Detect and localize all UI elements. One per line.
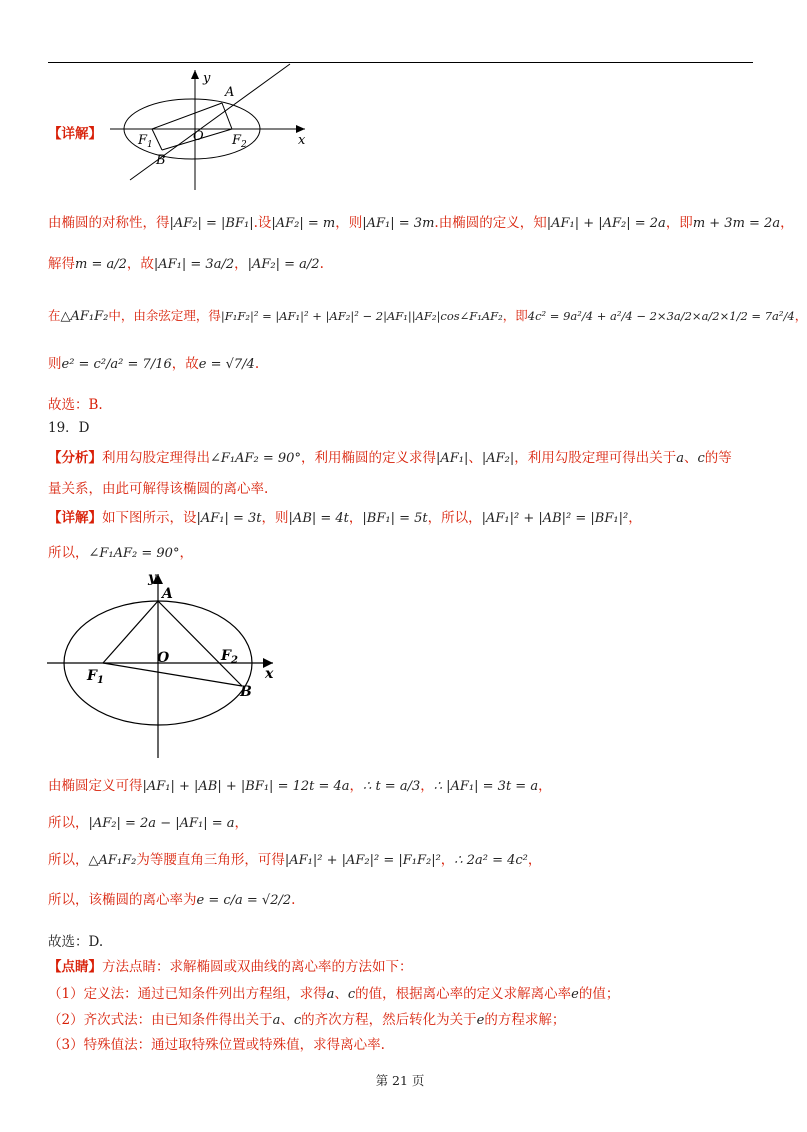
label-B-2: B — [240, 684, 252, 700]
label-x-2: x — [265, 666, 274, 682]
line-AB-2 — [158, 601, 242, 686]
label-O-2: O — [157, 650, 170, 666]
label-A-2: A — [162, 586, 173, 602]
line-11: 由椭圆定义可得|AF₁| + |AB| + |BF₁| = 12t = 4a，∴ t = a/3，∴ |AF₁| = 3t = a， — [48, 778, 552, 794]
line-F1B-2 — [103, 663, 242, 686]
figure-ellipse-2 — [45, 568, 285, 760]
label-O-1: O — [193, 129, 204, 144]
label-F1-2: $F_1$ — [87, 668, 104, 686]
label-F2-2: $F_2$ — [221, 648, 238, 666]
method-1: （1）定义法：通过已知条件列出方程组，求得a、c的值，根据离心率的定义求解离心率e的值； — [48, 986, 620, 1002]
detail-tag-1: 【详解】 — [48, 126, 102, 142]
figure-ellipse-1 — [100, 62, 330, 192]
line-10: 所以，∠F₁AF₂ = 90°， — [48, 545, 193, 561]
page-footer: 第 21 页 — [375, 1073, 425, 1088]
line-12: 所以，|AF₂| = 2a − |AF₁| = a， — [48, 815, 249, 831]
line-13: 所以，△AF₁F₂为等腰直角三角形，可得|AF₁|² + |AF₂|² = |F₁F₂|²，∴ 2a² = 4c²， — [48, 852, 542, 868]
line-5: 故选：B. — [48, 397, 103, 413]
analysis-line-2: 量关系，由此可解得该椭圆的离心率. — [48, 481, 269, 497]
label-B-1: B — [156, 153, 166, 168]
line-2: 解得m = a/2，故|AF₁| = 3a/2，|AF₂| = a/2. — [48, 256, 324, 272]
method-2: （2）齐次式法：由已知条件得出关于a、c的齐次方程，然后转化为关于e的方程求解； — [48, 1012, 566, 1028]
line-3: 在△AF₁F₂中，由余弦定理，得|F₁F₂|² = |AF₁|² + |AF₂|² − 2|AF₁||AF₂|cos∠F₁AF₂，即4c² = 9a²/4 + a²/4 − 2×3a/2×a/2×1/2 = 7a²/4， — [48, 308, 807, 324]
label-F1-1: $F_1$ — [138, 133, 153, 150]
line-15: 故选：D. — [48, 934, 104, 950]
detail-line-19: 【详解】如下图所示，设|AF₁| = 3t，则|AB| = 4t，|BF₁| = 5t，所以，|AF₁|² + |AB|² = |BF₁|²， — [48, 510, 642, 526]
method-3: （3）特殊值法：通过取特殊位置或特殊值，求得离心率. — [48, 1037, 385, 1053]
analysis-line: 【分析】利用勾股定理得出∠F₁AF₂ = 90°，利用椭圆的定义求得|AF₁|、|AF₂|，利用勾股定理可得出关于a、c的等 — [48, 450, 732, 466]
question-number-19: 19．D — [48, 420, 90, 436]
line-1: 由椭圆的对称性，得|AF₂| = |BF₁|.设|AF₂| = m，则|AF₁| = 3m.由椭圆的定义，知|AF₁| + |AF₂| = 2a，即m + 3m = 2a， — [48, 215, 794, 231]
label-y-2: y — [148, 570, 157, 586]
line-AF1-2 — [103, 601, 158, 663]
label-F2-1: $F_2$ — [232, 133, 247, 150]
label-x-1: x — [298, 133, 306, 148]
label-y-1: y — [203, 71, 211, 86]
tip-line: 【点睛】方法点睛：求解椭圆或双曲线的离心率的方法如下： — [48, 959, 413, 975]
line-14: 所以，该椭圆的离心率为e = c/a = √2/2. — [48, 892, 296, 908]
label-A-1: A — [225, 85, 235, 100]
line-4: 则e² = c²/a² = 7/16，故e = √7/4. — [48, 356, 260, 372]
